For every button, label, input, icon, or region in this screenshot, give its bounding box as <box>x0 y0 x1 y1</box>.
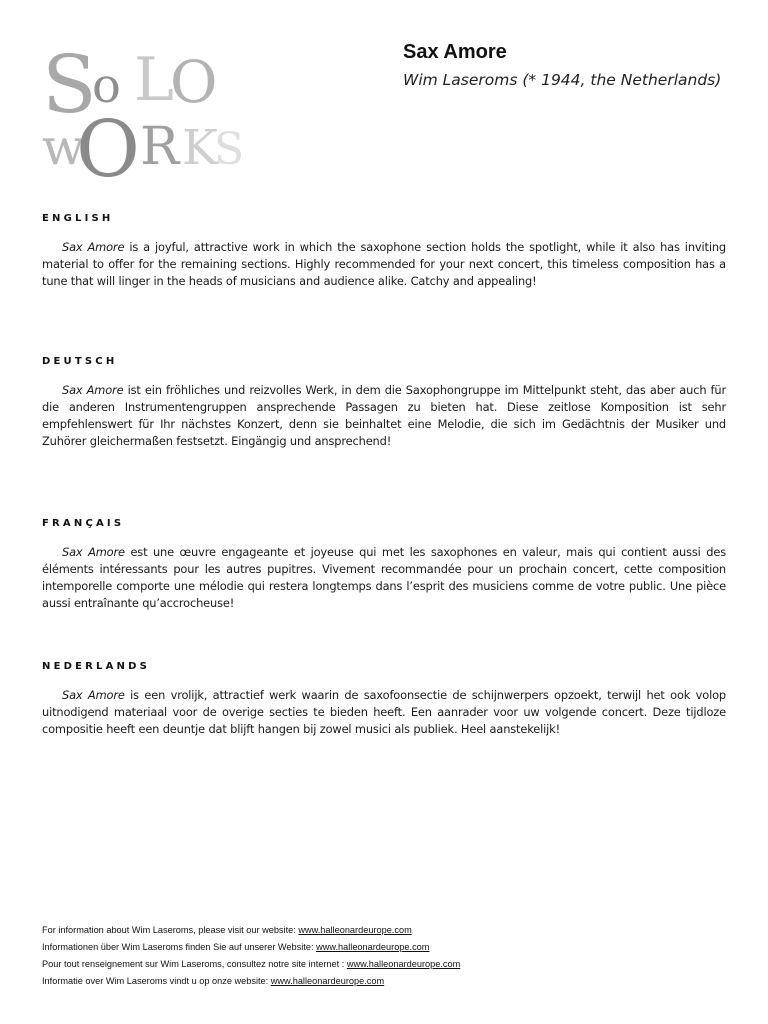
section-text <box>42 382 726 450</box>
footer <box>42 922 642 990</box>
footer-line-fr <box>42 956 642 973</box>
footer-line-nl <box>42 973 642 990</box>
svg-text:K: K <box>182 120 218 176</box>
footer-text: Informationen über Wim Laseroms finden Sie auf unserer Website: <box>42 942 317 952</box>
website-link[interactable]: www.halleonardeurope.com <box>270 976 385 986</box>
section-deutsch <box>42 356 726 450</box>
svg-text:w: w <box>42 118 85 176</box>
website-link[interactable]: www.halleonardeurope.com <box>316 942 430 952</box>
section-english <box>42 213 726 290</box>
section-text <box>42 544 726 612</box>
section-heading: NEDERLANDS <box>42 661 151 672</box>
section-heading: ENGLISH <box>42 213 114 224</box>
svg-text:o: o <box>92 58 121 114</box>
footer-text: Pour tout renseignement sur Wim Laseroms, consultez notre site internet : <box>42 959 347 969</box>
section-body: est une œuvre engageante et joyeuse qui met les saxophones en valeur, mais qui contient aussi des éléments intéressants pour les autres pupitres. Vivement recommandée pour un prochain concert, cette composition intemporelle comporte une mélodie qui restera longtemps dans l’esprit des musiciens comme de votre public. Une pièce aussi entraînante qu’accrocheuse! <box>42 545 726 610</box>
website-link[interactable]: www.halleonardeurope.com <box>298 925 412 935</box>
section-text <box>42 239 726 290</box>
composer-line: Wim Laseroms (* 1944, the Netherlands) <box>403 71 722 89</box>
section-body: ist ein fröhliches und reizvolles Werk, in dem die Saxophongruppe im Mittelpunkt steht, das aber auch für die anderen Instrumentengruppen ansprechende Passagen zu bieten hat. Diese zeitlose Komposition ist sehr empfehlenswert für Ihr nächstes Konzert, denn sie beinhaltet eine Melodie, die sich im Gedächtnis der Musiker und Zuhörer gleichermaßen festsetzt. Eingängig und ansprechend! <box>42 383 726 448</box>
section-heading: DEUTSCH <box>42 356 118 367</box>
work-title: Sax Amore <box>62 240 125 254</box>
footer-text: For information about Wim Laseroms, please visit our website: <box>42 925 299 935</box>
footer-line-de <box>42 939 642 956</box>
section-francais <box>42 518 726 612</box>
section-body: is a joyful, attractive work in which the saxophone section holds the spotlight, while it also has inviting material to offer for the remaining sections. Highly recommended for your next concert, this timeless composition has a tune that will linger in the heads of musicians and audience alike. Catchy and appealing! <box>42 240 726 288</box>
svg-text:O: O <box>170 48 218 116</box>
section-heading: FRANÇAIS <box>42 518 125 529</box>
section-body: is een vrolijk, attractief werk waarin de saxofoonsectie de schijnwerpers opzoekt, terwijl het ook volop uitnodigend materiaal voor de overige secties te bieden heeft. Een aanrader voor uw volgende concert. Deze tijdloze compositie heeft een deuntje dat blijft hangen bij zowel musici als publiek. Heel aanstekelijk! <box>42 688 726 736</box>
header <box>403 40 721 90</box>
work-title: Sax Amore <box>62 383 124 397</box>
solo-works-logo <box>42 38 245 195</box>
piece-title: Sax Amore <box>403 41 507 63</box>
work-title: Sax Amore <box>62 688 125 702</box>
footer-line-en <box>42 922 642 939</box>
svg-text:S: S <box>42 38 97 131</box>
svg-text:S: S <box>214 124 245 175</box>
section-nederlands <box>42 661 726 738</box>
footer-text: Informatie over Wim Laseroms vindt u op onze website: <box>42 976 271 986</box>
section-text <box>42 687 726 738</box>
svg-text:O: O <box>76 105 140 195</box>
svg-text:L: L <box>134 45 174 115</box>
svg-text:R: R <box>140 117 180 177</box>
work-title: Sax Amore <box>62 545 125 559</box>
website-link[interactable]: www.halleonardeurope.com <box>346 959 461 969</box>
